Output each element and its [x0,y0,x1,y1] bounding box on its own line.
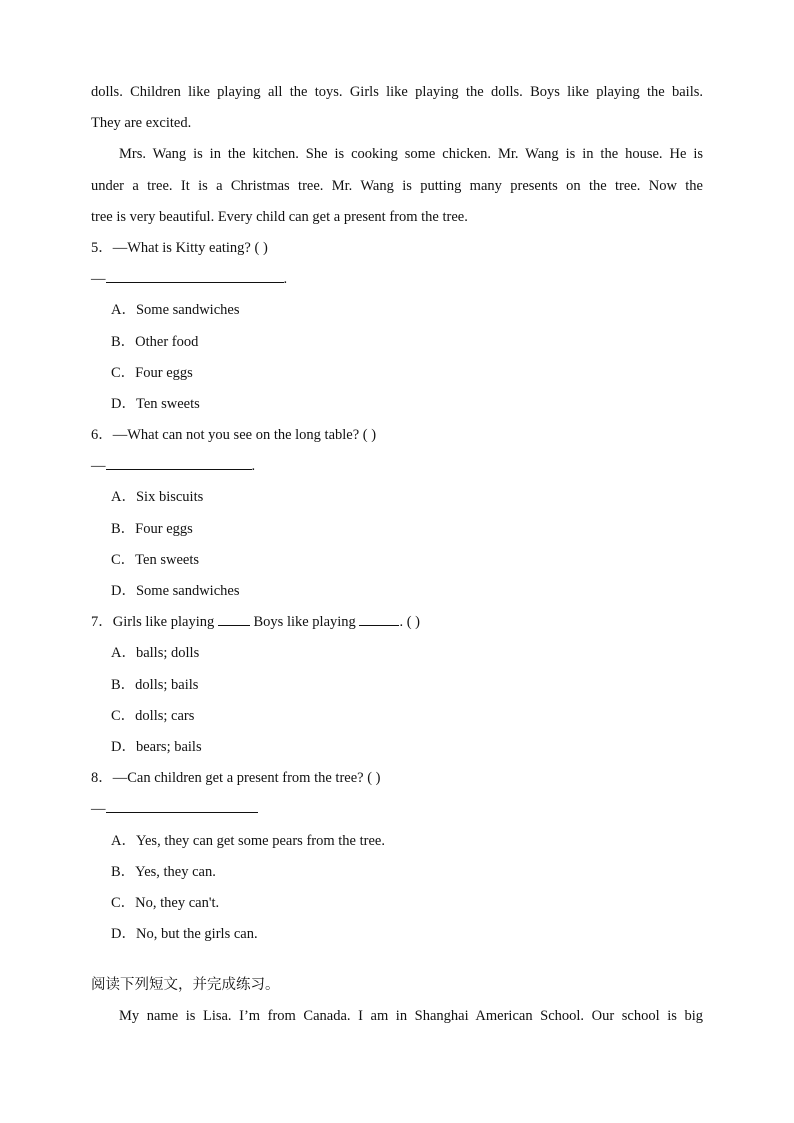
question-6-prompt: 6．—What can not you see on the long table? ( ) [91,427,377,444]
question-8-prompt: 8．—Can children get a present from the tree? ( ) [91,770,381,787]
passage-line: Mrs. Wang is in the kitchen. She is cooking some chicken. Mr. Wang is in the house. He is [119,146,703,163]
worksheet-page [91,80,703,1036]
dash: — [91,271,106,288]
prompt-start: 7．Girls like playing [91,614,218,631]
passage-line: They are excited. [91,115,192,132]
option-b[interactable]: B．Four eggs [111,520,193,537]
option-d[interactable]: D．Some sandwiches [111,583,240,599]
option-a[interactable]: A．Yes, they can get some pears from the tree. [111,832,385,849]
passage-line: under a tree. It is a Christmas tree. Mr. Wang is putting many presents on the tree. Now the [91,177,703,194]
option-b[interactable]: B．dolls; bails [111,676,199,693]
option-a[interactable]: A．Six biscuits [111,489,204,506]
question-7-prompt [91,610,703,641]
prompt-end: . ( ) [399,614,420,631]
question-8-answer-line [91,797,703,828]
answer-blank[interactable] [106,268,284,283]
passage-line: tree is very beautiful. Every child can get a present from the tree. [91,208,468,225]
option-c[interactable]: C．Four eggs [111,364,193,381]
answer-blank[interactable] [218,611,250,626]
answer-blank[interactable] [106,455,252,470]
option-b[interactable]: B．Other food [111,333,199,350]
question-5-answer-line [91,267,703,298]
dash: — [91,458,106,475]
period: . [283,271,288,288]
option-a[interactable]: A．balls; dolls [111,645,200,662]
passage-line: dolls. Children like playing all the toys. Girls like playing the dolls. Boys like playing the bails. [91,84,703,100]
option-d[interactable]: D．Ten sweets [111,395,200,412]
answer-blank[interactable] [106,798,258,813]
option-d[interactable]: D．bears; bails [111,738,202,755]
option-a[interactable]: A．Some sandwiches [111,302,240,319]
option-c[interactable]: C．dolls; cars [111,707,195,724]
prompt-mid: Boys like playing [249,614,360,631]
question-6-answer-line [91,454,703,485]
option-d[interactable]: D．No, but the girls can. [111,926,258,943]
dash: — [91,801,106,818]
answer-blank[interactable] [359,611,399,626]
section-heading: 阅读下列短文，并完成练习。 [91,977,280,994]
option-c[interactable]: C．Ten sweets [111,551,199,568]
option-b[interactable]: B．Yes, they can. [111,863,216,880]
passage-line: My name is Lisa. I’m from Canada. I am in Shanghai American School. Our school is big [119,1008,703,1025]
period: . [251,458,256,475]
question-5-prompt: 5．—What is Kitty eating? ( ) [91,239,268,256]
option-c[interactable]: C．No, they can't. [111,894,220,911]
